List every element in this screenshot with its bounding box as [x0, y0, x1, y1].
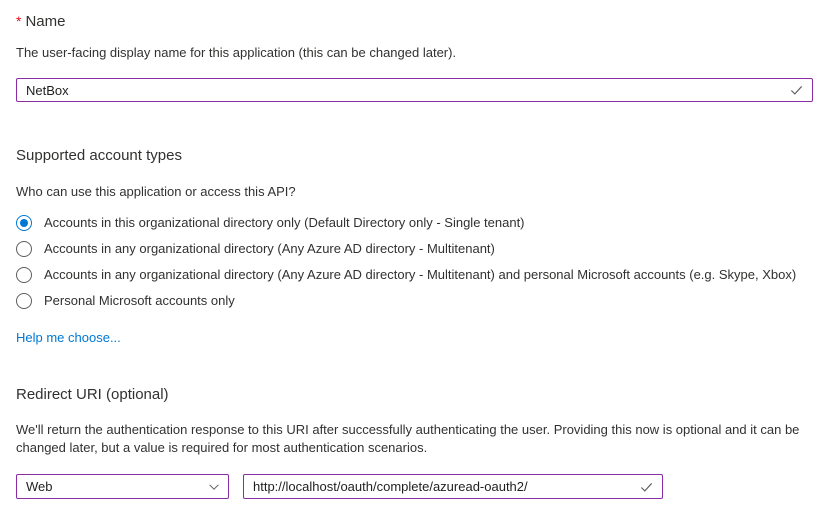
radio-button-icon[interactable] [16, 293, 32, 309]
redirect-uri-input-wrap [243, 474, 663, 499]
radio-button-icon[interactable] [16, 267, 32, 283]
account-types-section [16, 146, 813, 347]
account-types-question: Who can use this application or access this API? [16, 184, 296, 199]
redirect-uri-title: Redirect URI (optional) [16, 386, 169, 403]
name-description: The user-facing display name for this application (this can be changed later). [16, 45, 457, 60]
account-types-title: Supported account types [16, 147, 182, 164]
radio-option-label: Accounts in this organizational directory only (Default Directory only - Single tenant) [44, 215, 525, 230]
name-title-text: Name [25, 13, 66, 30]
radio-option-label: Personal Microsoft accounts only [44, 293, 235, 308]
radio-option-multitenant-personal[interactable] [16, 262, 813, 288]
platform-select[interactable] [16, 474, 229, 499]
account-type-radio-group [16, 210, 813, 314]
radio-button-icon[interactable] [16, 241, 32, 257]
platform-select-wrap [16, 474, 229, 499]
redirect-uri-input[interactable] [243, 474, 663, 499]
redirect-uri-section [16, 385, 813, 499]
redirect-uri-fields [16, 474, 813, 499]
name-input-wrap [16, 78, 813, 102]
name-input[interactable] [16, 78, 813, 102]
platform-select-value: Web [26, 479, 53, 494]
radio-option-label: Accounts in any organizational directory (Any Azure AD directory - Multitenant) and personal Microsoft accounts (e.g. Skype, Xbox) [44, 267, 797, 282]
required-marker: * [16, 13, 22, 29]
radio-option-multitenant[interactable] [16, 236, 813, 262]
name-section-title [16, 12, 813, 31]
help-me-choose-link[interactable]: Help me choose... [16, 330, 121, 345]
radio-option-single-tenant[interactable] [16, 210, 813, 236]
redirect-uri-description: We'll return the authentication response to this URI after successfully authenticating the user. Providing this now is optional and it can be changed later, but a value is required for most authentication scenarios. [16, 422, 800, 455]
radio-option-personal-only[interactable] [16, 288, 813, 314]
radio-option-label: Accounts in any organizational directory (Any Azure AD directory - Multitenant) [44, 241, 495, 256]
radio-button-icon[interactable] [16, 215, 32, 231]
